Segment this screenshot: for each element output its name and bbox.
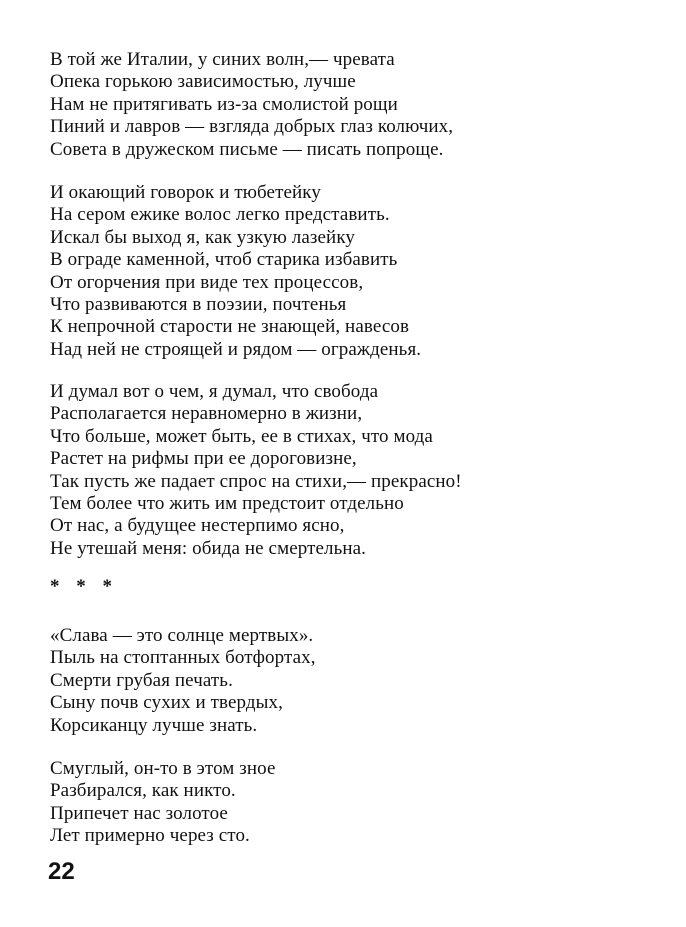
poem-line: Корсиканцу лучше знать. — [50, 714, 258, 736]
poem-line: Так пусть же падает спрос на стихи,— прекрасно! — [50, 470, 462, 492]
stanza-1 — [50, 49, 650, 161]
poem-line: Над ней не строящей и рядом — огражденья. — [50, 338, 422, 360]
poem-line: Припечет нас золотое — [50, 802, 228, 824]
poem-line: Искал бы выход я, как узкую лазейку — [50, 226, 355, 248]
poem-line: Тем более что жить им предстоит отдельно — [50, 492, 404, 514]
stanza-3 — [50, 381, 650, 560]
poem-line: Располагается неравномерно в жизни, — [50, 403, 363, 425]
poem-line: Смерти грубая печать. — [50, 669, 233, 691]
stanza-2 — [50, 182, 650, 361]
section-separator: * * * — [50, 576, 118, 597]
poem-line: На сером ежике волос легко представить. — [50, 204, 390, 226]
poem-line: Опека горькою зависимостью, лучше — [50, 71, 356, 93]
poem-line: Пыль на стоптанных ботфортах, — [50, 647, 316, 669]
poem-line: И окающий говорок и тюбетейку — [50, 182, 321, 203]
page-number: 22 — [48, 858, 75, 885]
poem-line: Не утешай меня: обида не смертельна. — [50, 537, 367, 559]
poem-line: Разбирался, как никто. — [50, 780, 236, 802]
poem-line: И думал вот о чем, я думал, что свобода — [50, 381, 379, 402]
poem-line: «Слава — это солнце мертвых». — [50, 625, 314, 646]
poem-line: Совета в дружеском письме — писать попроще. — [50, 138, 444, 160]
poem-line: Сыну почв сухих и твердых, — [50, 692, 283, 714]
poem-line: Смуглый, он-то в этом зное — [50, 758, 276, 779]
poem-line: Что развиваются в поэзии, почтенья — [50, 293, 347, 315]
stanza-4 — [50, 625, 650, 737]
stanza-5 — [50, 758, 650, 848]
poem-line: Нам не притягивать из-за смолистой рощи — [50, 93, 398, 115]
poem-line: От огорчения при виде тех процессов, — [50, 271, 364, 293]
poem-line: От нас, а будущее нестерпимо ясно, — [50, 515, 345, 537]
poem-line: Пиний и лавров — взгляда добрых глаз колючих, — [50, 116, 454, 138]
poem-line: В ограде каменной, чтоб старика избавить — [50, 249, 398, 271]
poem-line: Растет на рифмы при ее дороговизне, — [50, 448, 357, 470]
poem-line: Лет примерно через сто. — [50, 825, 250, 847]
poem-line: К непрочной старости не знающей, навесов — [50, 316, 410, 338]
poem-line: В той же Италии, у синих волн,— чревата — [50, 49, 395, 70]
poem-line: Что больше, может быть, ее в стихах, что мода — [50, 425, 433, 447]
